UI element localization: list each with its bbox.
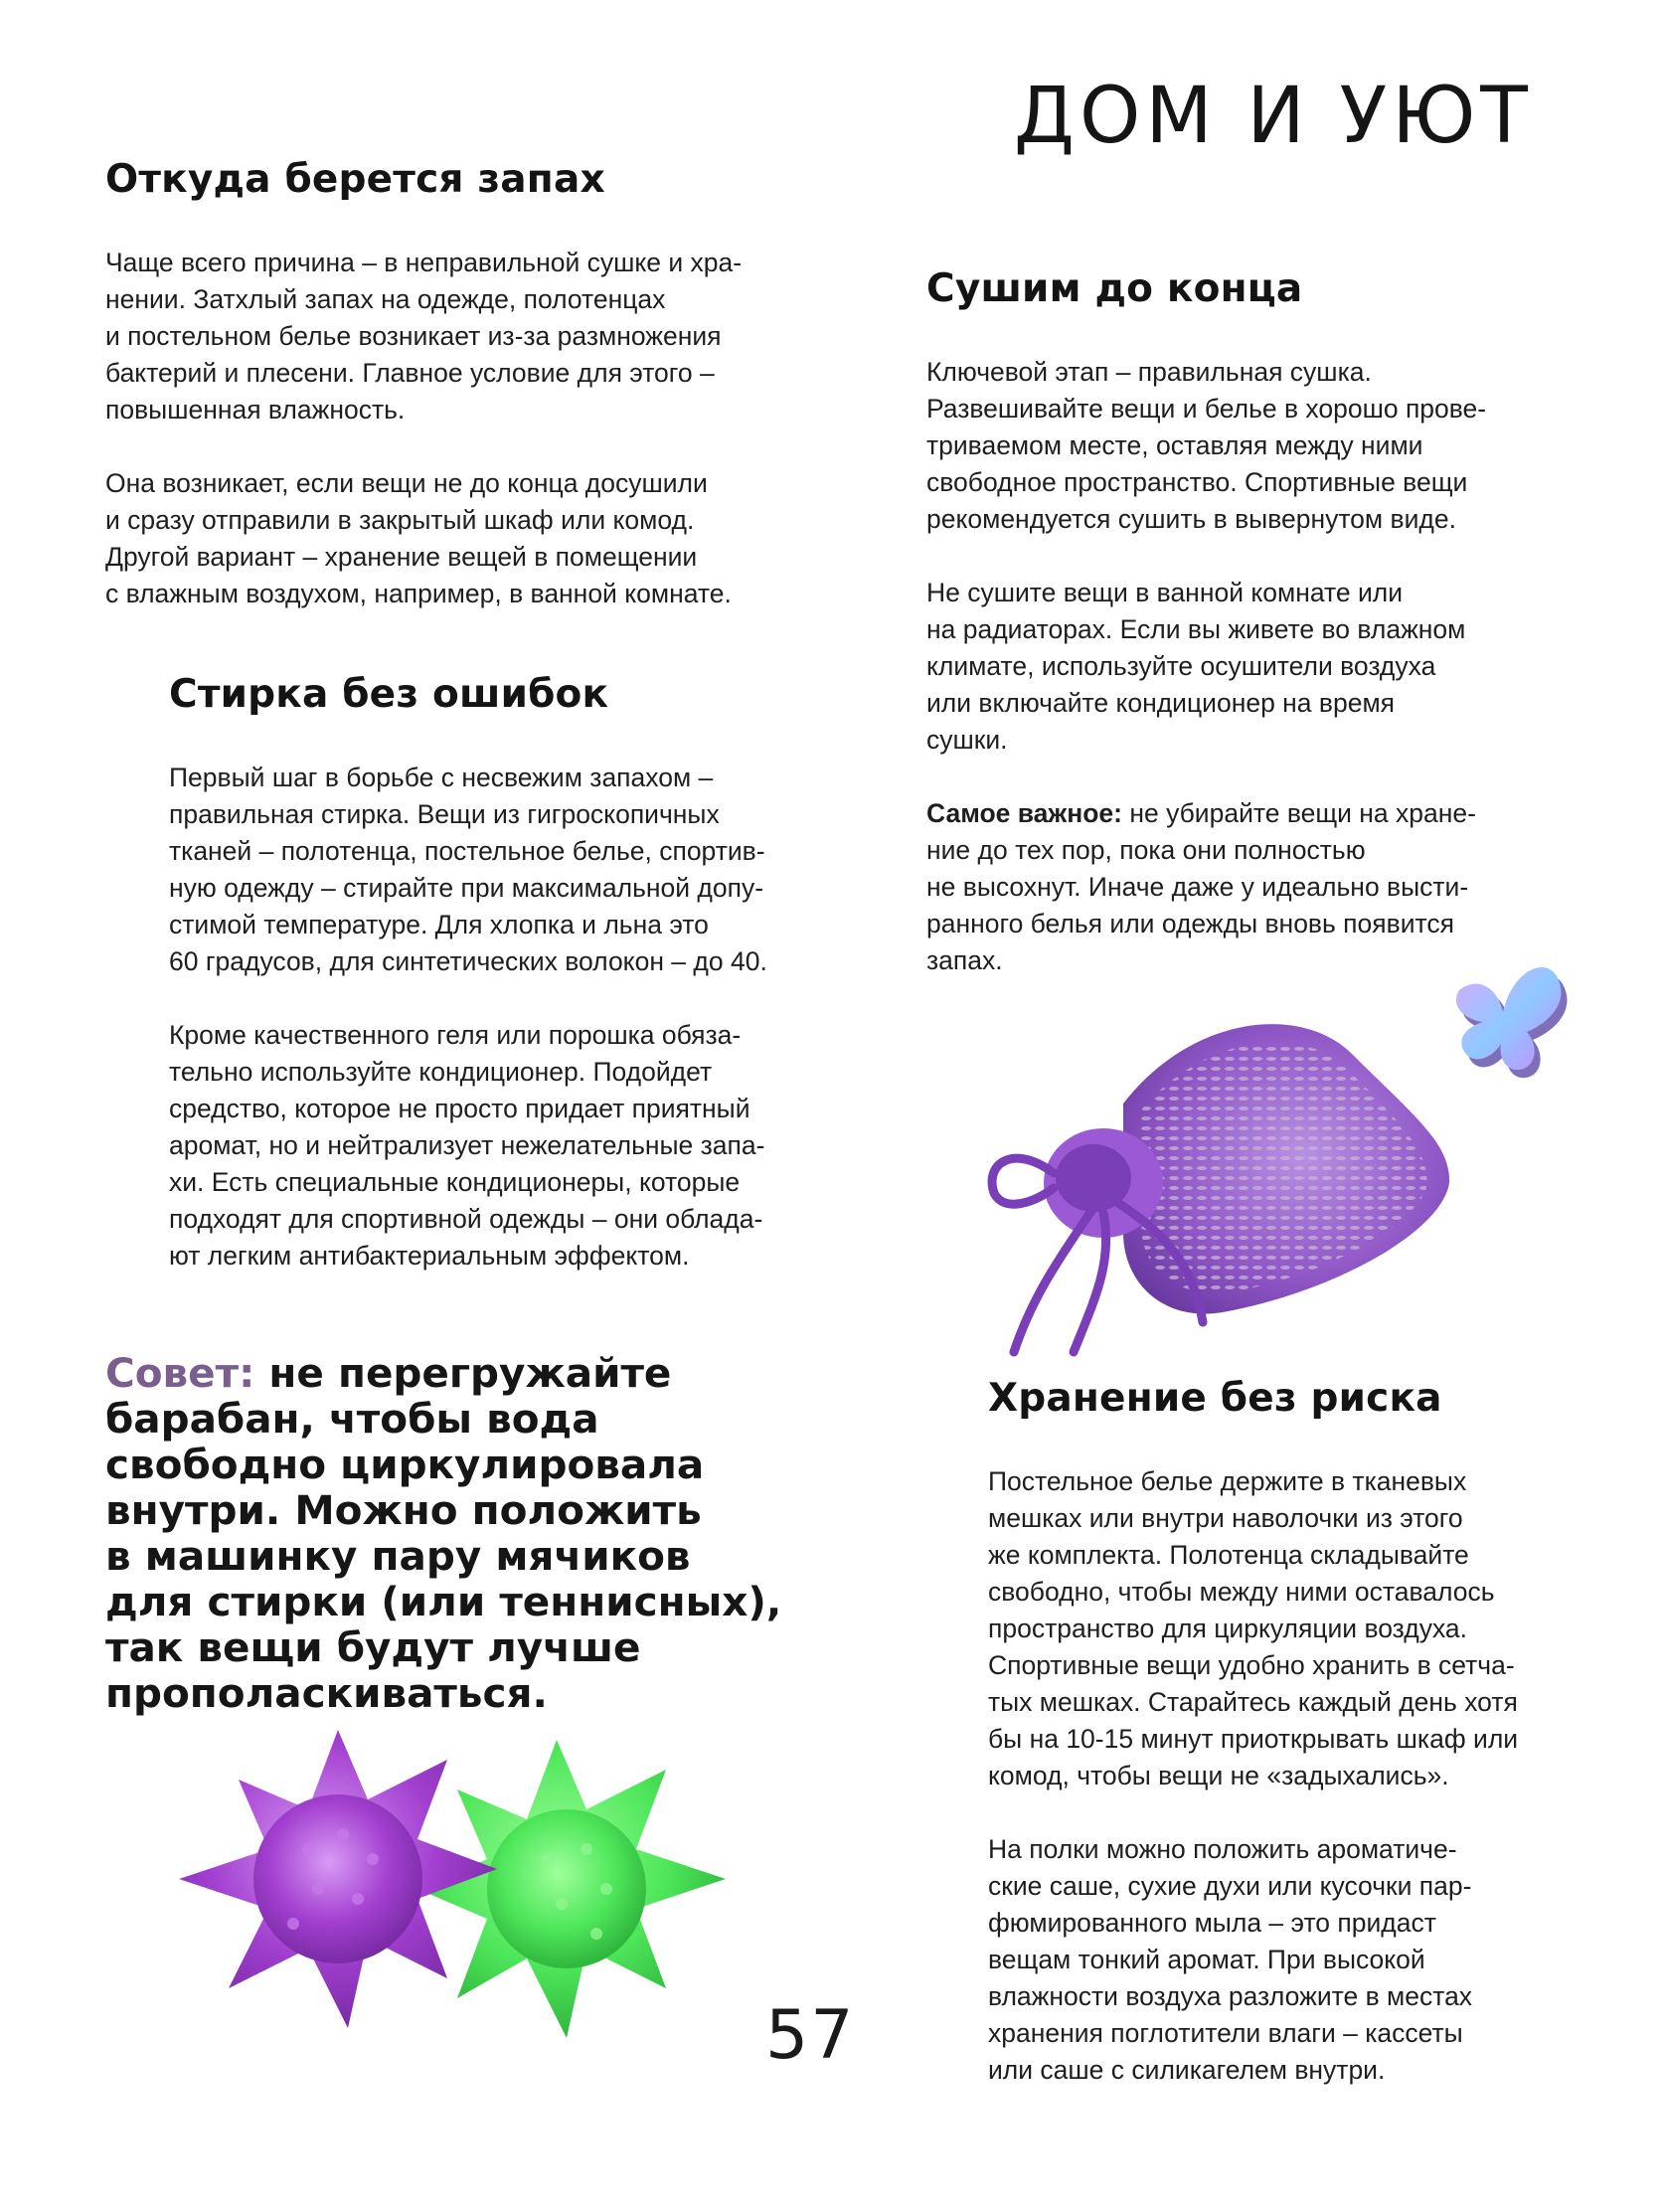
text-line: хранения поглотители влаги – кассеты (988, 2018, 1463, 2048)
paragraph (105, 465, 742, 612)
paragraph (926, 354, 1486, 538)
text-line: комод, чтобы вещи не «задыхались». (988, 1761, 1449, 1790)
text-line: Первый шаг в борьбе с несвежим запахом – (169, 763, 714, 792)
tip-line: свободно циркулировала (105, 1441, 705, 1488)
paragraph (105, 245, 742, 428)
text-line: пространство для циркуляции воздуха. (988, 1614, 1468, 1643)
text-line: 60 градусов, для синтетических волокон – до 40. (169, 946, 767, 976)
lavender-sachet-image (974, 994, 1471, 1362)
text-line: свободное пространство. Спортивные вещи (926, 467, 1468, 497)
tip-line: внутри. Можно положить (105, 1486, 702, 1534)
text-line: влажности воздуха разложите в местах (988, 1981, 1473, 2011)
text-line: ранного белья или одежды вновь появится (926, 909, 1454, 938)
paragraph-important (926, 795, 1486, 979)
text-line: тканей – полотенца, постельное белье, спортив- (169, 836, 765, 866)
text-line: триваемом месте, оставляя между ними (926, 430, 1423, 460)
text-line: ную одежду – стирайте при максимальной допу- (169, 873, 764, 903)
text-line: бактерий и плесени. Главное условие для этого – (105, 358, 715, 388)
text-line: ют легким антибактериальным эффектом. (169, 1241, 690, 1271)
text-line: запах. (926, 945, 1003, 975)
text-line: же комплекта. Полотенца складывайте (988, 1540, 1469, 1570)
text-line: Не сушите вещи в ванной комнате или (926, 578, 1404, 607)
tip-line: так вещи будут лучше (105, 1623, 641, 1671)
tip-label: Совет: (105, 1349, 255, 1397)
text-line: с влажным воздухом, например, в ванной комнате. (105, 579, 732, 608)
tip-text: не перегружайте (254, 1349, 672, 1397)
text-line: бы на 10-15 минут приоткрывать шкаф или (988, 1724, 1519, 1754)
text-line: и постельном белье возникает из-за размножения (105, 321, 722, 351)
text-line: средство, которое не просто придает приятный (169, 1094, 750, 1123)
text-line: тых мешках. Старайтесь каждый день хотя (988, 1687, 1518, 1717)
section-body-odor-source (105, 245, 742, 612)
text-line: вещам тонкий аромат. При высокой (988, 1945, 1425, 1974)
text-line: нении. Затхлый запах на одежде, полотенцах (105, 284, 666, 314)
text-line: или включайте кондиционер на время (926, 688, 1396, 718)
text-line: На полки можно положить ароматиче- (988, 1834, 1457, 1864)
paragraph (926, 575, 1486, 759)
text-line: на радиаторах. Если вы живете во влажном (926, 614, 1466, 644)
text-line: ние до тех пор, пока они полностью (926, 835, 1366, 865)
text-line: повышенная влажность. (105, 395, 406, 425)
text-line: фюмированного мыла – это придаст (988, 1908, 1436, 1938)
tip-first-line (105, 1350, 901, 1396)
section-title-washing: Стирка без ошибок (169, 672, 609, 717)
paragraph (169, 1017, 767, 1275)
text-line: Развешивайте вещи и белье в хорошо прове- (926, 394, 1487, 424)
tip-line: прополаскиваться. (105, 1669, 548, 1717)
text-line: стимой температуре. Для хлопка и льна это (169, 910, 709, 939)
section-body-drying (926, 354, 1486, 979)
section-body-storage (988, 1463, 1518, 2089)
section-title-odor-source: Откуда берется запах (105, 157, 605, 202)
text-line: климате, используйте осушители воздуха (926, 651, 1436, 681)
text-line: правильная стирка. Вещи из гигроскопичных (169, 799, 720, 829)
text-line: мешках или внутри наволочки из этого (988, 1503, 1463, 1533)
text-line: не высохнут. Иначе даже у идеально высти- (926, 872, 1469, 902)
tip-line: барабан, чтобы вода (105, 1395, 599, 1443)
washing-balls-image (169, 1730, 765, 2058)
page-number: 57 (765, 1996, 856, 2075)
page-header-title: ДОМ И УЮТ (1014, 72, 1533, 161)
paragraph (988, 1831, 1518, 2089)
important-text: не убирайте вещи на хране- (1121, 798, 1476, 828)
text-line: Кроме качественного геля или порошка обяза- (169, 1020, 742, 1050)
text-line: тельно используйте кондиционер. Подойдет (169, 1057, 713, 1087)
text-line: Чаще всего причина – в неправильной сушке и хра- (105, 248, 743, 277)
text-line: или саше с силикагелем внутри. (988, 2055, 1386, 2085)
text-line: Постельное белье держите в тканевых (988, 1466, 1467, 1496)
text-line: Она возникает, если вещи не до конца досушили (105, 468, 708, 498)
section-body-washing (169, 760, 767, 1275)
text-line: ские саше, сухие духи или кусочки пар- (988, 1871, 1472, 1901)
text-line: хи. Есть специальные кондиционеры, которые (169, 1167, 741, 1197)
text-line: Другой вариант – хранение вещей в помещении (105, 542, 698, 572)
text-line: Ключевой этап – правильная сушка. (926, 357, 1372, 387)
tip-line: для стирки (или теннисных), (105, 1578, 782, 1625)
text-line: сушки. (926, 725, 1008, 755)
text-line: подходят для спортивной одежды – они облада- (169, 1204, 763, 1234)
tip-line: в машинку пару мячиков (105, 1532, 691, 1580)
text-line: свободно, чтобы между ними оставалось (988, 1577, 1495, 1607)
text-line (926, 795, 1486, 832)
text-line: рекомендуется сушить в вывернутом виде. (926, 504, 1456, 534)
paragraph (169, 760, 767, 980)
paragraph (988, 1463, 1518, 1794)
text-line: и сразу отправили в закрытый шкаф или комод. (105, 505, 695, 535)
text-line: Спортивные вещи удобно хранить в сетча- (988, 1650, 1515, 1680)
text-line: аромат, но и нейтрализует нежелательные запа- (169, 1130, 765, 1160)
section-title-storage: Хранение без риска (988, 1376, 1442, 1421)
important-label: Самое важное: (926, 798, 1122, 828)
tip-callout (105, 1350, 901, 1716)
section-title-drying: Сушим до конца (926, 266, 1303, 311)
